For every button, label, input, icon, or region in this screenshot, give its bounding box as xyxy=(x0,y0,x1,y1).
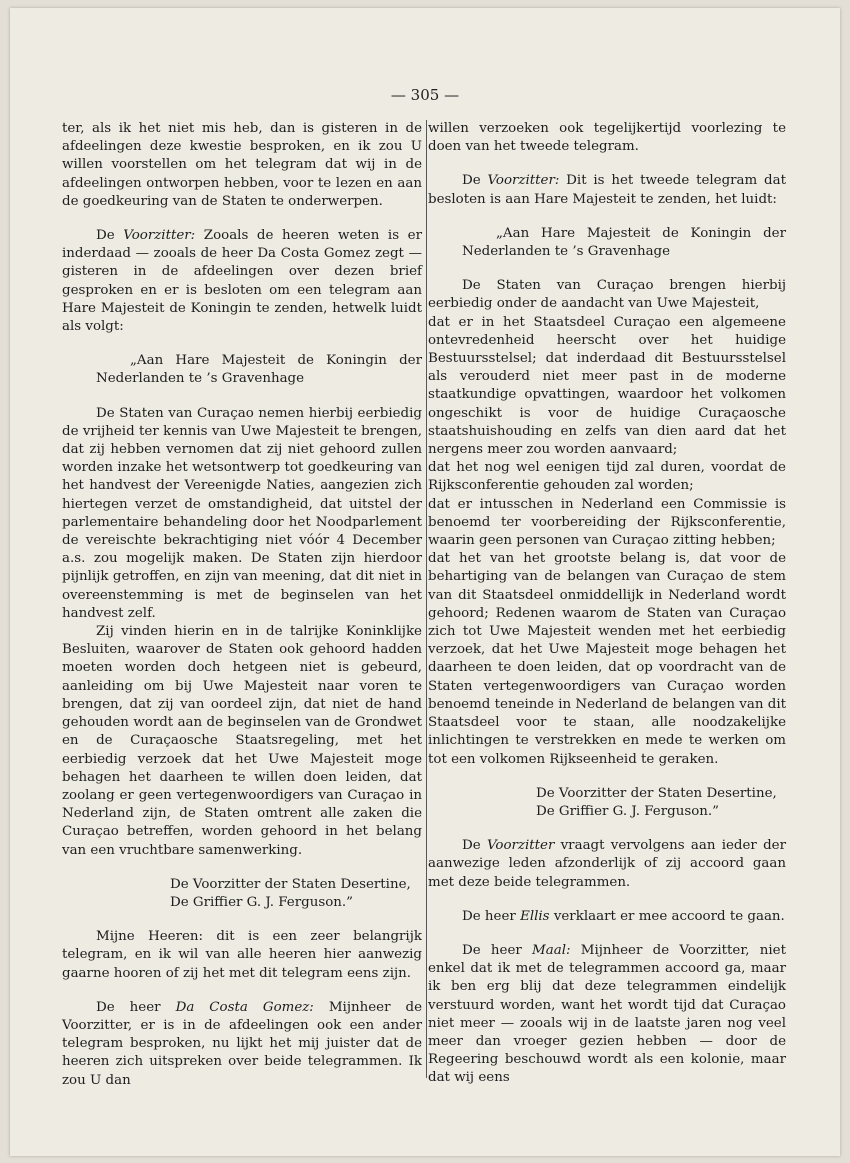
right-paragraph-6 xyxy=(428,942,786,1088)
left-signature-griffier: De Griffier G. J. Ferguson.” xyxy=(170,894,353,910)
right-paragraph-2 xyxy=(428,172,786,208)
left-p6-text: Mijnheer de Voorzitter, er is in de afdeelingen ook een ander telegram besproken, nu lijkt het mij juister dat de heeren zich uitspreken over beide telegrammen. Ik zou U dan xyxy=(62,999,422,1088)
right-telegram-clause-c: dat er intusschen in Nederland een Commissie is benoemd ter voorbereiding der Rijksconferentie, waarin geen personen van Curaçao zitting hebben; xyxy=(428,496,786,549)
right-p4-prefix: De xyxy=(462,838,487,854)
right-paragraph-5 xyxy=(428,908,786,926)
speaker-voorzitter: Voorzitter: xyxy=(487,173,560,189)
page-number: — 305 — xyxy=(390,86,460,104)
right-telegram-clause-d: dat het van het grootste belang is, dat voor de behartiging van de belangen van Curaçao de stem van dit Staatsdeel onmiddellijk in Nederland wordt gehoord; Redenen waarom de Staten van Curaçao zich tot Uwe Majesteit wenden met het eerbiedig verzoek, dat het Uwe Majesteit moge behagen het daarheen te doen leiden, dat op voordracht van de Staten vertegenwoordigers van Curaçao worden benoemd teneinde in Nederland de belangen van dit Staatsdeel voor te staan, alle noodzakelijke inlichtingen te verstrekken en mede te werken om tot een volkomen Rijkseenheid te geraken. xyxy=(428,551,786,767)
speaker-ellis: Ellis xyxy=(520,908,550,924)
column-divider xyxy=(426,120,427,1078)
left-signature-voorzitter: De Voorzitter der Staten Desertine, xyxy=(170,876,411,892)
right-paragraph-4 xyxy=(428,837,786,892)
right-p2-prefix: De xyxy=(462,173,488,189)
right-p5-prefix: De heer xyxy=(462,908,521,924)
right-telegram-clause-a: dat er in het Staatsdeel Curaçao een algemeene ontevredenheid heerscht over het huidige Bestuursstelsel; dat inderdaad dit Bestuursstelsel als verouderd niet meer past in de moderne staatkundige opvattingen, waardoor het volkomen ongeschikt is voor de huidige Curaçaosche staatshuishouding en zelfs van dien aard dat het nergens meer zou worden aanvaard; xyxy=(428,314,786,458)
left-paragraph-5: Mijne Heeren: dit is een zeer belangrijk telegram, en ik wil van alle heeren hier aanwezig gaarne hooren of zij het met dit telegram eens zijn. xyxy=(62,929,422,981)
right-signature xyxy=(428,785,786,821)
right-p4-text: vraagt vervolgens aan ieder der aanwezige leden afzonderlijk of zij accoord gaan met deze beide telegrammen. xyxy=(428,838,787,890)
right-signature-griffier: De Griffier G. J. Ferguson.” xyxy=(536,803,719,819)
right-telegram-address: „Aan Hare Majesteit de Koningin der Nederlanden te ’s Gravenhage xyxy=(462,225,786,260)
left-telegram-body-1: De Staten van Curaçao nemen hierbij eerbiedig de vrijheid ter kennis van Uwe Majesteit te brengen, dat zij hebben vernomen dat zij niet gehoord zullen worden inzake het wetsontwerp tot goedkeuring van het handvest der Vereenigde Naties, aangezien zich hiertegen verzet de omstandigheid, dat uitstel der parlementaire behandeling door het Noodparlement de vereischte bekrachtiging niet vóór 4 December a.s. zou mogelijk maken. De Staten zijn hierdoor pijnlijk getroffen, en zijn van meening, dat dit niet in overeenstemming is met de beginselen van het handvest zelf. xyxy=(62,405,422,621)
speaker-maal: Maal: xyxy=(532,942,571,958)
right-p5-text: verklaart er mee accoord te gaan. xyxy=(549,908,785,924)
left-paragraph-2 xyxy=(62,227,422,336)
left-p2-text: Zooals de heeren weten is er inderdaad — zooals de heer Da Costa Gomez zegt — gisteren in de afdeelingen over dezen brief gesproken en er is besloten om een telegram aan Hare Majesteit de Koningin te zenden, hetwelk luidt als volgt: xyxy=(62,228,423,335)
right-paragraph-1: willen verzoeken ook tegelijkertijd voorlezing te doen van het tweede telegram. xyxy=(428,121,786,155)
right-column xyxy=(428,120,786,1088)
left-paragraph-1: ter, als ik het niet mis heb, dan is gisteren in de afdeelingen deze kwestie besproken, en ik zou U willen voorstellen om het telegram dat wij in de afdeelingen ontworpen hebben, voor te lezen en aan de goedkeuring van de Staten te onderwerpen. xyxy=(62,121,422,209)
right-telegram-clause-b: dat het nog wel eenigen tijd zal duren, voordat de Rijksconferentie gehouden zal worden; xyxy=(428,460,786,494)
left-paragraph-6 xyxy=(62,999,422,1090)
left-signature xyxy=(62,876,422,912)
left-p6-prefix: De heer xyxy=(96,999,176,1015)
right-telegram-lead: De Staten van Curaçao brengen hierbij eerbiedig onder de aandacht van Uwe Majesteit, xyxy=(428,278,786,312)
right-p6-prefix: De heer xyxy=(462,942,533,958)
right-signature-voorzitter: De Voorzitter der Staten Desertine, xyxy=(536,785,777,801)
left-telegram-address: „Aan Hare Majesteit de Koningin der Nederlanden te ’s Gravenhage xyxy=(96,353,422,387)
left-telegram-body-2: Zij vinden hierin en in de talrijke Koninklijke Besluiten, waarover de Staten ook gehoord hadden moeten worden doch hetgeen niet is gebeurd, aanleiding om bij Uwe Majesteit naar voren te brengen, dat zij van oordeel zijn, dat niet de hand gehouden wordt aan de beginselen van de Grondwet en de Curaçaosche Staatsregeling, met het eerbiedig verzoek dat het Uwe Majesteit moge behagen het daarheen te willen doen leiden, dat zoolang er geen vertegenwoordigers van Curaçao in Nederland zijn, de Staten omtrent alle zaken die Curaçao betreffen, worden gehoord in het belang van een vruchtbare samenwerking. xyxy=(62,624,422,858)
speaker-da-costa-gomez: Da Costa Gomez: xyxy=(175,999,314,1015)
right-p6-text: Mijnheer de Voorzitter, niet enkel dat ik met de telegrammen accoord ga, maar ik ben erg blij dat deze telegrammen eindelijk verstuurd worden, want het wordt tijd dat Curaçao niet meer — zooals wij in de laatste jaren nog veel meer dan vroeger gezien hebben — door de Regeering beschouwd wordt als een kolonie, maar dat wij eens xyxy=(428,942,786,1086)
left-p2-prefix: De xyxy=(96,228,124,244)
left-column xyxy=(62,120,422,1090)
speaker-voorzitter: Voorzitter xyxy=(486,838,555,854)
speaker-voorzitter: Voorzitter: xyxy=(123,228,196,244)
right-p2-text: Dit is het tweede telegram dat besloten is aan Hare Majesteit te zenden, het luidt: xyxy=(428,173,786,207)
